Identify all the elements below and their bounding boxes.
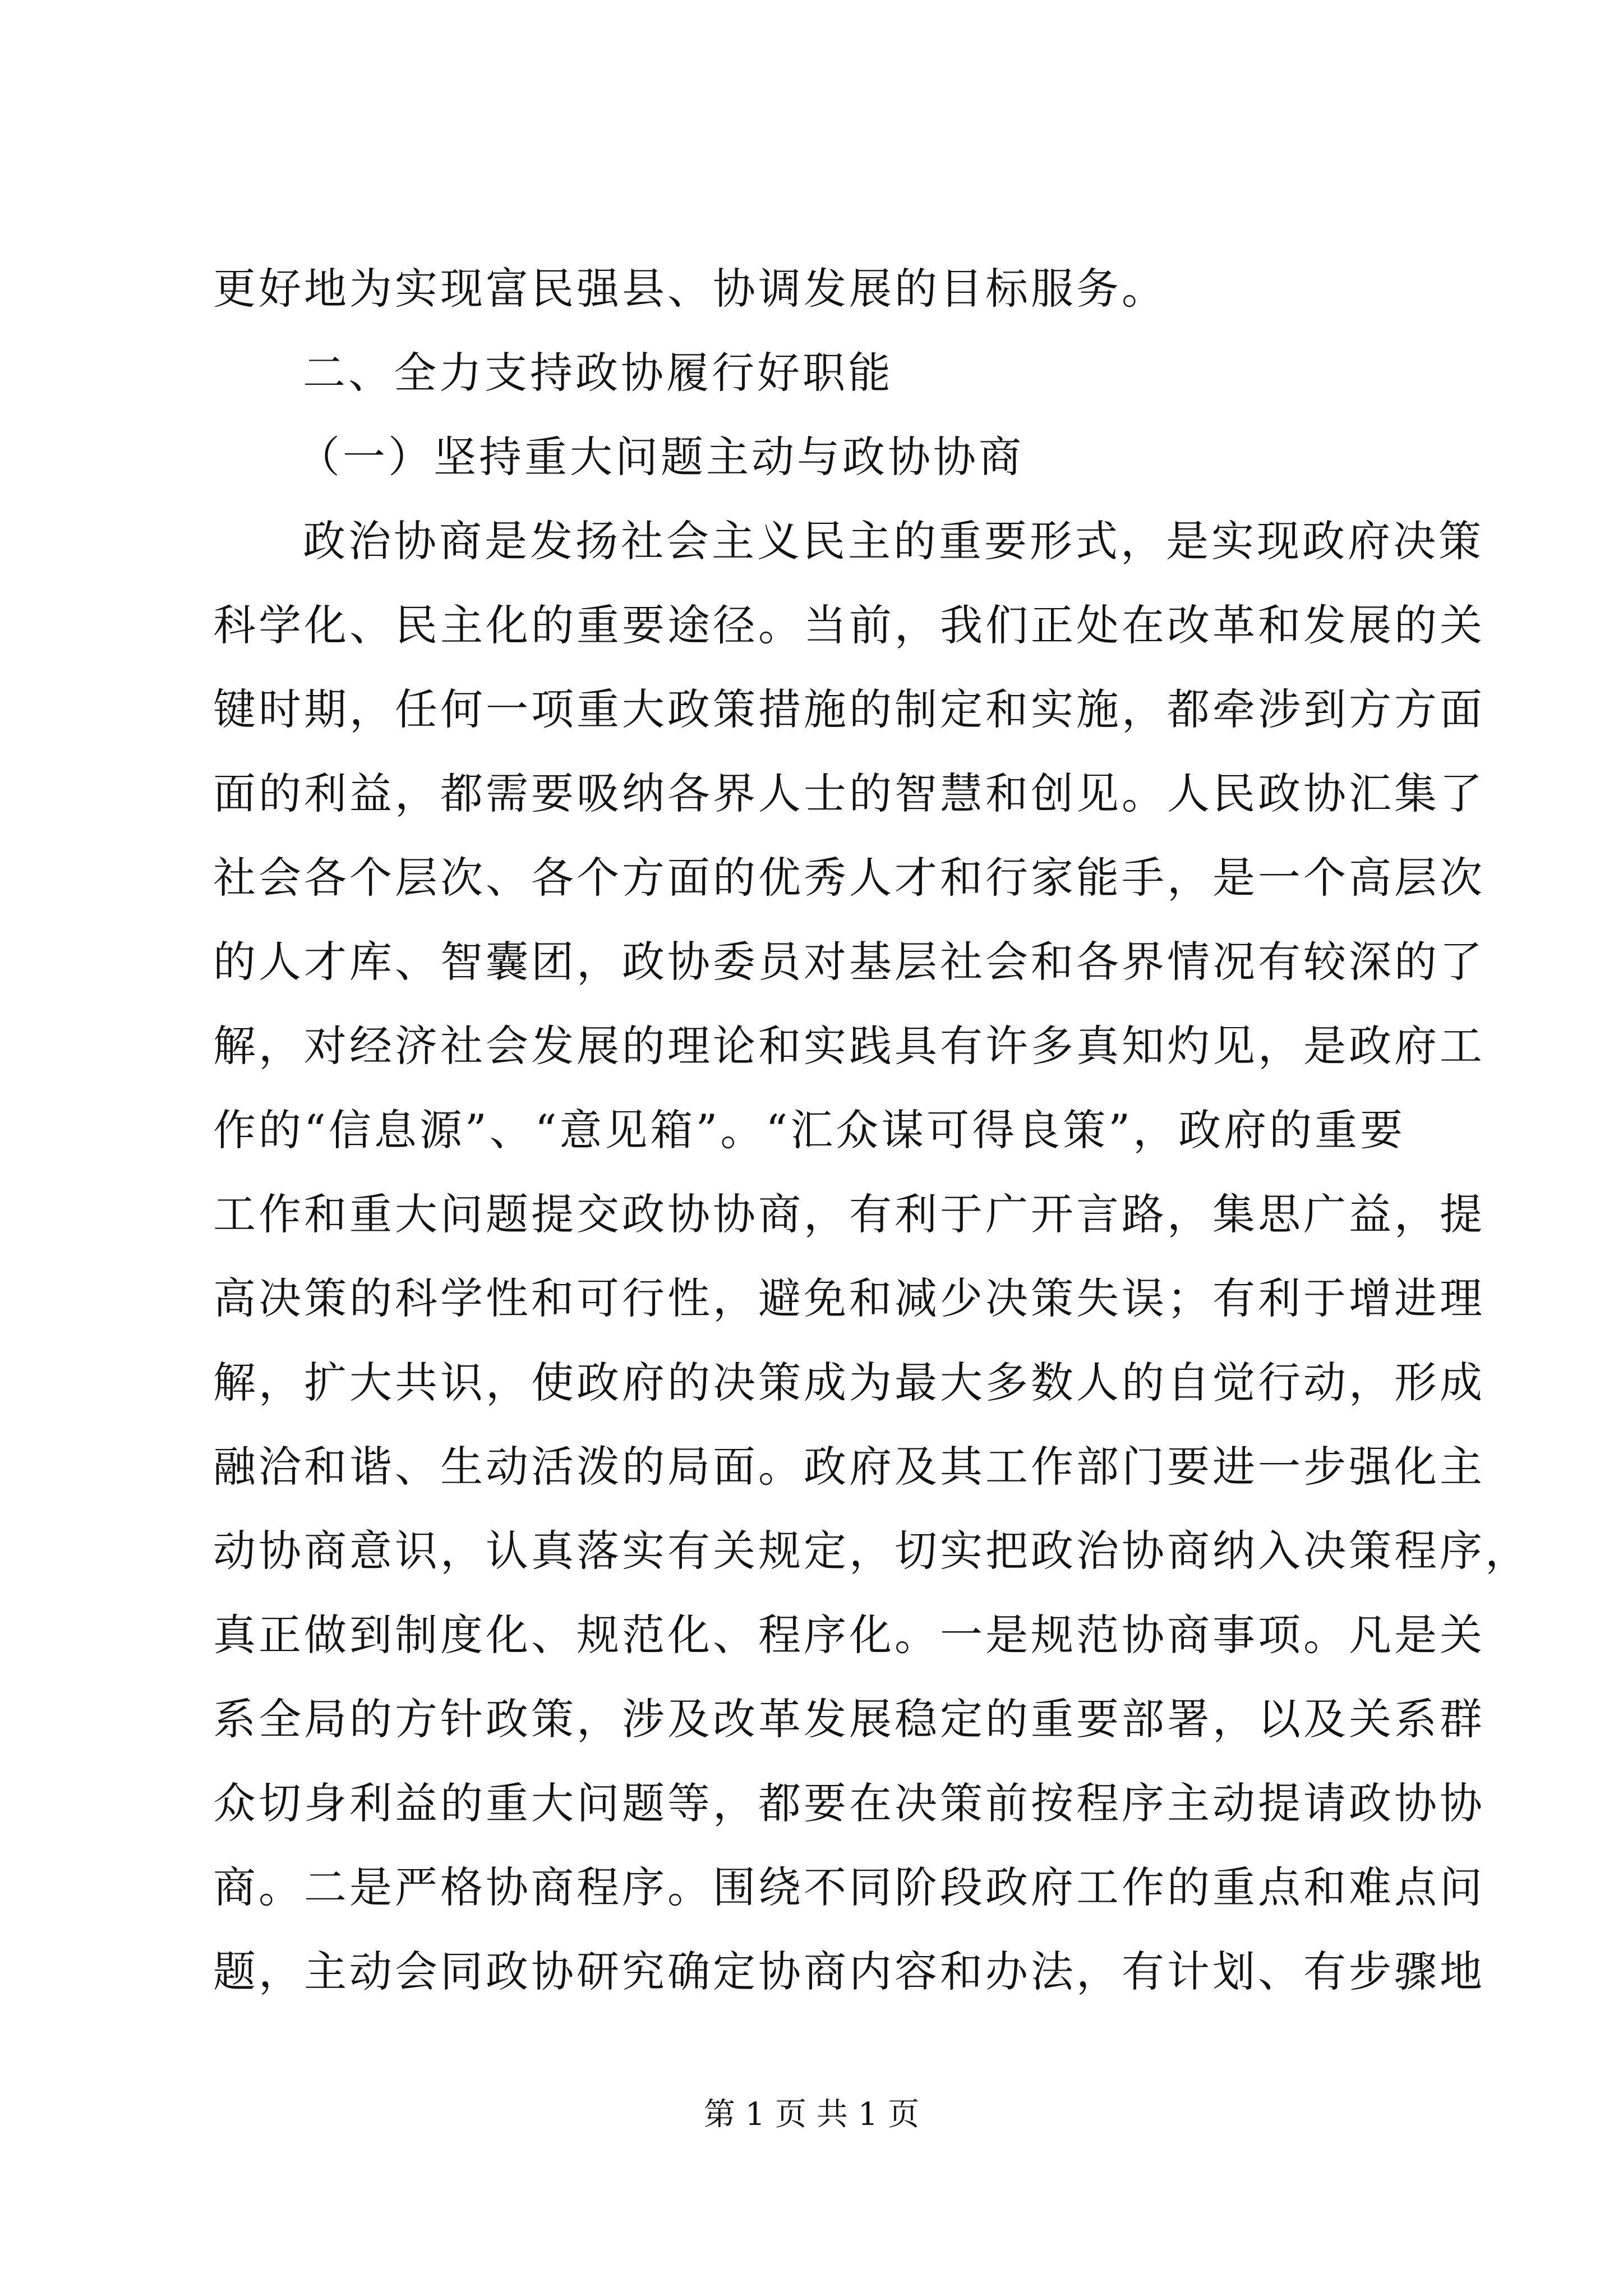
text-line: 的人才库、智囊团，政协委员对基层社会和各界情况有较深的了	[213, 937, 1485, 987]
text-line: 动协商意识，认真落实有关规定，切实把政治协商纳入决策程序，	[213, 1526, 1530, 1576]
text-line: 融洽和谐、生动活泼的局面。政府及其工作部门要进一步强化主	[213, 1442, 1485, 1492]
text-line: 更好地为实现富民强县、协调发展的目标服务。	[213, 264, 1167, 314]
page-footer: 第 1 页 共 1 页	[703, 2096, 920, 2133]
text-line: 解，扩大共识，使政府的决策成为最大多数人的自觉行动，形成	[213, 1358, 1485, 1407]
text-line: 高决策的科学性和可行性，避免和减少决策失误；有利于增进理	[213, 1273, 1485, 1323]
text-line: 键时期，任何一项重大政策措施的制定和实施，都牵涉到方方面	[213, 684, 1485, 734]
text-line: 系全局的方针政策，涉及改革发展稳定的重要部署，以及关系群	[213, 1694, 1485, 1744]
text-line: 题，主动会同政协研究确定协商内容和办法，有计划、有步骤地	[213, 1947, 1485, 1996]
text-line: 科学化、民主化的重要途径。当前，我们正处在改革和发展的关	[213, 600, 1485, 650]
paragraph-first-line: 政治协商是发扬社会主义民主的重要形式，是实现政府决策	[303, 516, 1484, 566]
text-line: 解，对经济社会发展的理论和实践具有许多真知灼见，是政府工	[213, 1021, 1485, 1071]
text-line: 商。二是严格协商程序。围绕不同阶段政府工作的重点和难点问	[213, 1862, 1485, 1912]
text-line: 面的利益，都需要吸纳各界人士的智慧和创见。人民政协汇集了	[213, 769, 1485, 818]
subsection-heading: （一）坚持重大问题主动与政协协商	[297, 432, 1024, 482]
section-heading: 二、全力支持政协履行好职能	[303, 348, 893, 398]
text-line: 作的“信息源”、“意见箱”。“汇众谋可得良策”，政府的重要	[213, 1105, 1406, 1155]
text-line: 社会各个层次、各个方面的优秀人才和行家能手，是一个高层次	[213, 853, 1485, 903]
text-line: 真正做到制度化、规范化、程序化。一是规范协商事项。凡是关	[213, 1610, 1485, 1660]
text-line: 工作和重大问题提交政协协商，有利于广开言路，集思广益，提	[213, 1189, 1485, 1239]
text-line: 众切身利益的重大问题等，都要在决策前按程序主动提请政协协	[213, 1778, 1485, 1828]
